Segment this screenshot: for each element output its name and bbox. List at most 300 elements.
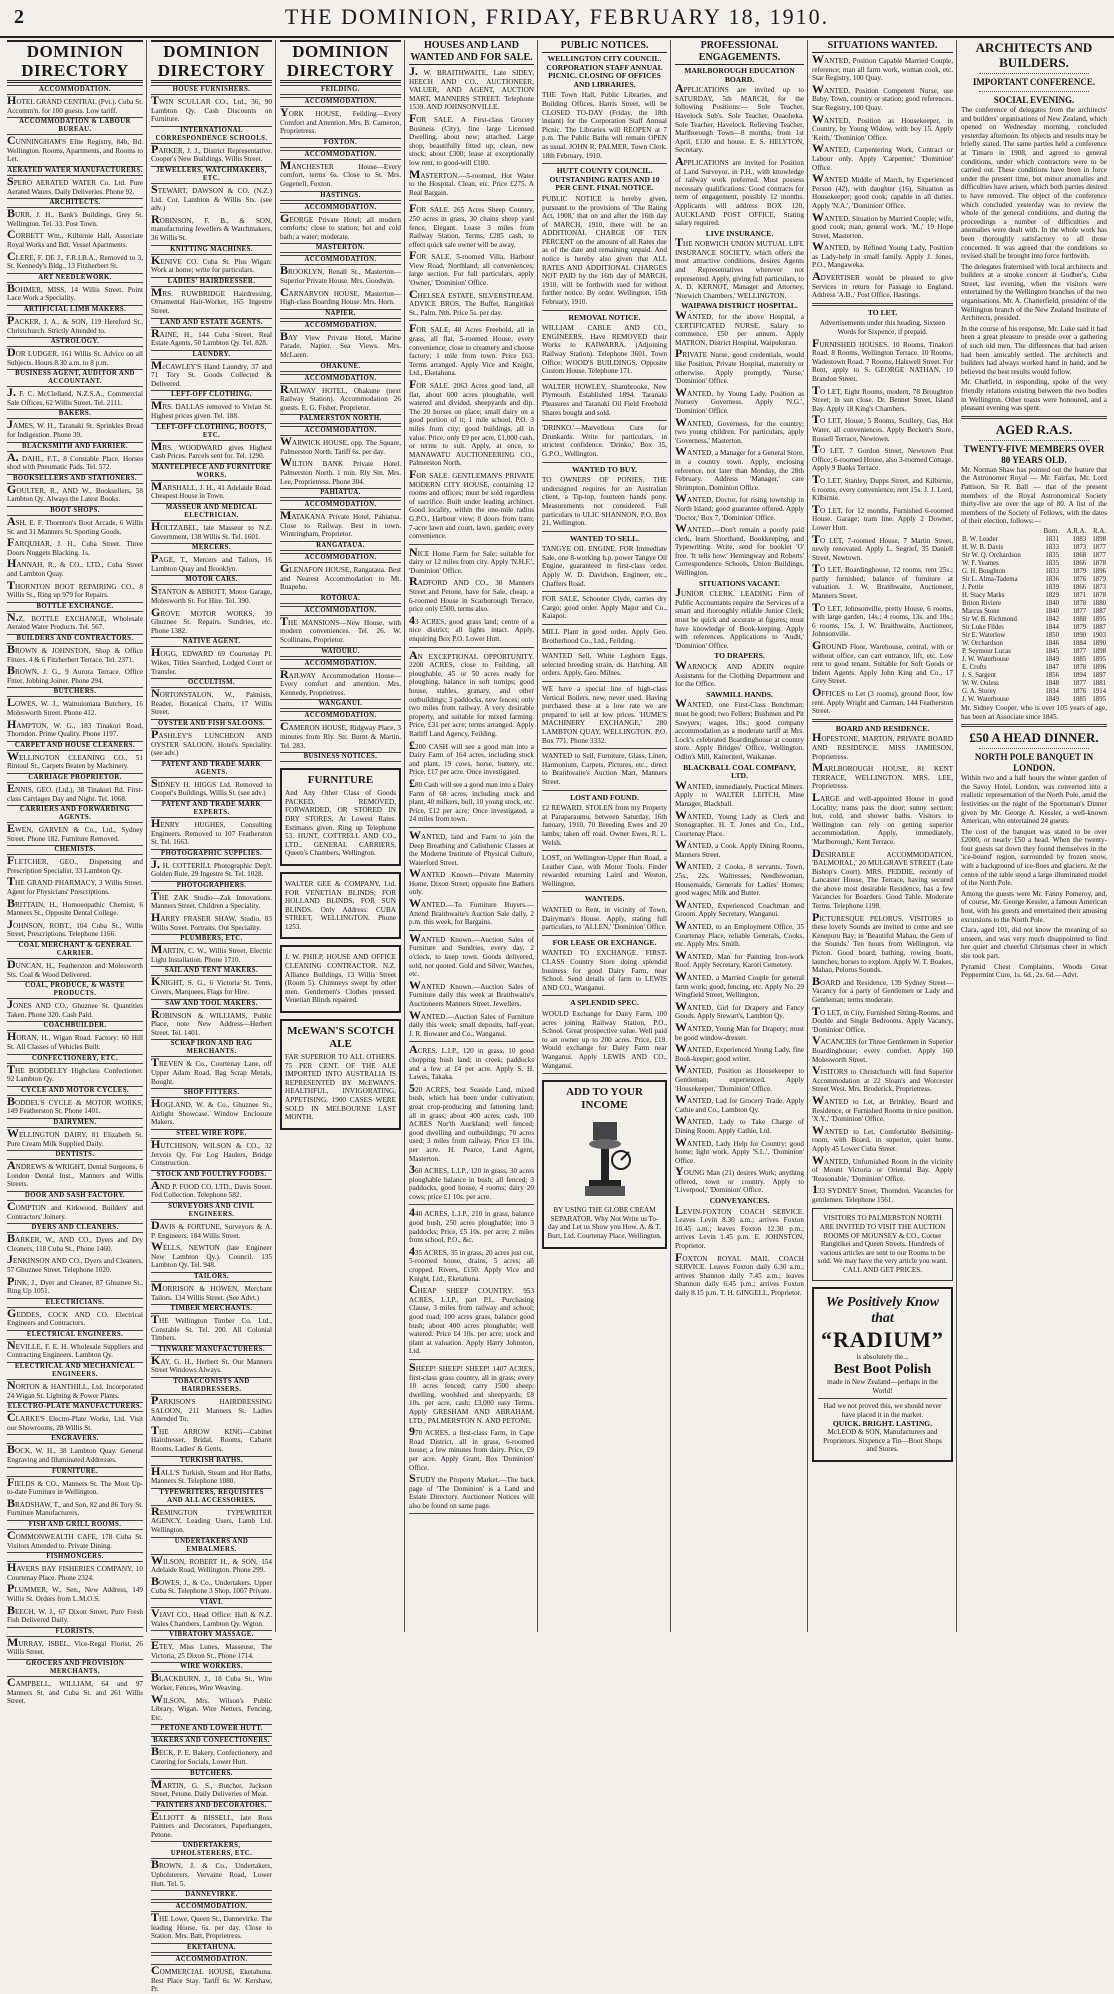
divider [542, 1073, 667, 1074]
divider [542, 790, 667, 791]
directory-section-heading: HASTINGS. [280, 191, 401, 201]
section-heading: TO LET. [867, 307, 898, 317]
article-paragraph: Among the guests were Mr. Fanny Pomeroy, and, of course, Mr. George Kessler, a famous American host, with his guests and entertained their amusing excursions to the North Pole. [961, 889, 1107, 924]
directory-entry: RAILWAY HOTEL, Ohakune (next Railway Station). Accommodation 26 guests. E. G. Fisher, Proprietor. [280, 381, 401, 412]
divider [979, 73, 1089, 74]
directory-entry: CLERE, F. DE J., F.R.I.B.A., Removed to 3, St. Kennedy's Bldg., 13 Fitzherbert St. [7, 248, 143, 271]
directory-entry: BROWN, J. G., 9 Aurora Terrace. Office Fitter, Jobbing Joiner. Phone 294. [7, 663, 143, 685]
directory-section-heading: AERATED WATER MANUFACTURERS. [7, 166, 143, 174]
directory-entry: DOR LUDGER, 161 Willis St. Advice on all Subjects. Hours 8.30 a.m. to 8 p.m. [7, 345, 143, 367]
directory-entry: ASH, E. F. Thornton's Boot Arcade, 6 Willis St. and 31 Manners St. Sporting Goods. [7, 514, 143, 536]
divider [542, 462, 667, 463]
directory-section-heading: BUTCHERS. [151, 1769, 272, 1779]
board-residence-ad: TO LET, in City, Furnished Sitting-Rooms, and Double and Single Bedrooms. Apply Vacancy, 'Dominion' Office. [812, 1003, 953, 1034]
page-number: 2 [14, 6, 24, 28]
directory-entry: WELLINGTON CLEANING CO., 51 Rintoul St., Carpets Beaten by Machinery. [7, 748, 143, 771]
to-let-ad: TO LET, Johnsonville, pretty House, 6 rooms, with large garden, 14s.; 4 rooms, 13s. and 10s.; 6 rooms, 15s. J. W. Braithwaite, Auctioneer, Johnsonville. [812, 599, 953, 639]
to-let-ad: TO LET, Eight Rooms, modern, 78 Broughton Street; in sun close. Dr. Bennet Street, Island Bay. Apply 18 King's Chambers. [812, 382, 953, 413]
classified-ad: NICE Home Farm for Sale; suitable for dairy or 12 miles from city. Apply 'N.H.F.', 'Dominion' Office. [409, 544, 534, 575]
divider [542, 379, 667, 380]
directory-section-heading: PHOTOGRAPHIC SUPPLIES. [151, 849, 272, 859]
classified-ad: WANTED, Experienced Young Lady, fine Book-keeper; good writer. [675, 1041, 804, 1063]
directory-entry: N.Z. BOTTLE EXCHANGE, Wholesale Aerated Water Products. Tel. 567. [7, 609, 143, 632]
table-cell: 1876 [1072, 687, 1087, 695]
directory-section-heading: TYPEWRITERS, REQUISITES AND ALL ACCESSORIES. [151, 1488, 272, 1506]
notice-body: WE have a special line of high-class Vertical Boilers, new, never used. Having purchased these at a low rate we are prepared to sell at low prices. 'HUME'S MACHINERY EXCHANGE,' 280 LAMBTON QUAY, WELLINGTON. P.O. Box 771. Phone 3332. [542, 685, 667, 745]
table-cell: 1881 [1092, 679, 1106, 687]
classified-ad: WANTED, Young Lady as Clerk and Stenographer. H. T. Jones and Co., Ltd., Courtenay Place. [675, 807, 804, 838]
to-let-ad: TO LET, 7 Gordon Street, Newtown Post Office; 6-roomed House, also 3-roomed Cottage. Apply 9 Banks Terrace. [812, 442, 953, 473]
table-cell: 1836 [1045, 575, 1059, 583]
directory-section-heading: ELECTRICAL ENGINEERS. [7, 1330, 143, 1340]
table-cell: 1835 [1045, 559, 1059, 567]
directory-section-heading: MASTERTON. [280, 243, 401, 253]
table-cell: 1878 [1072, 663, 1087, 671]
notice-body: PUBLIC NOTICE is hereby given, pursuant to the provisions of 'The Rating Act, 1908,' that on and after the 16th day of MARCH, 1910, there will be an ADDITIONAL CHARGE OF TEN PERCENT on the amount of all Rates due as of the date and remaining unpaid. And notice is hereby also given that ALL RATES AND ADDITIONAL CHARGES NOT PAID by the 16th day of MARCH, 1910, will be forthwith sued for without further notice. By order. Wellington, 15th February, 1910. [542, 194, 667, 307]
directory-section-heading: OYSTER AND FISH SALOONS. [151, 719, 272, 729]
table-cell: 1878 [1072, 599, 1087, 607]
directory-section-heading: FLORISTS. [7, 1627, 143, 1637]
directory-entry: VIAVI CO., Head Office: Hall & N.Z. Wales Chambers, Lambton Qy. Wgton. [151, 1605, 272, 1628]
table-cell: 1896 [1092, 567, 1106, 575]
column-heading: DOMINION DIRECTORY [7, 40, 143, 83]
classified-ad: WANTED, to an Employment Office, 35 Courtenay Place, reliable Generals, Cooks, etc. Apply Mrs. Smith. [675, 918, 804, 949]
directory-section-heading: BUSINESS NOTICES. [280, 752, 401, 762]
directory-section-heading: HOUSE FURNISHERS. [151, 85, 272, 95]
table-cell: 1894 [1072, 671, 1087, 679]
column-heading: DOMINION DIRECTORY [280, 40, 401, 83]
notice-body: WALTER GEE & COMPANY, Ltd. FOR VENETIAN BLINDS, FOR HOLLAND BLINDS, FOR SUN BLINDS. Only Address: CUBA STREET, WELLINGTON. Phone 1253. [285, 879, 396, 931]
directory-section-heading: ELECTRICIANS. [7, 1298, 143, 1308]
directory-section-heading: VIAVI. [151, 1598, 272, 1608]
notice-body: WALTER HOWLEY, Shambrooke, New Plymouth. Established 1894. Taranaki Pleasures and Taranaki Oil Field Freehold Shares bought and sold. [542, 382, 667, 417]
directory-section-heading: BOTTLE EXCHANGE. [7, 602, 143, 612]
divider [542, 935, 667, 936]
board-residence-ad: WANTED to Let, at Brinkley, Board and Residence, or Furnished Rooms in nice position. 'X.Y.,' 'Dominion' Office. [812, 1092, 953, 1124]
table-cell: 1845 [1045, 647, 1059, 655]
directory-entry: COMMONWEALTH CAFE, 178 Cuba St. Visitors Attended to. Private Dining. [7, 1528, 143, 1550]
notice-title: FOR LEASE OR EXCHANGE. [552, 937, 657, 947]
classified-ad: YOUNG Man (21) desires Work; anything offered, town or country. Apply to 'Liverpool,' 'Dominion' Office. [675, 1164, 804, 1195]
classified-list [675, 67, 804, 1298]
directory-section-heading: LADIES' HAIRDRESSER. [151, 277, 272, 287]
classified-ad: WARNOCK AND ADEIN require Assistants for the Clothing Department and for the Office. [675, 658, 804, 689]
classified-ad: J. W. BRAITHWAITE, Late SIDEY, HEECH AND CO., AUCTIONEER, VALUER, AND AGENT, AUCTION MART, MANNERS STREET. Telephone 1539. AND JOHNSONVILLE. [409, 64, 534, 112]
directory-section-heading: SAIL AND TENT MAKERS. [151, 966, 272, 976]
situation-wanted-ad: WANTED, by Refined Young Lady, Position as Lady-help in small family. Apply J. Jones, P.O., Mangaweka. [812, 239, 953, 270]
classified-ad: WANTED, Young Man for Drapery; must be good window-dresser. [675, 1019, 804, 1042]
directory-section-heading: PAINTERS AND DECORATORS. [151, 1801, 272, 1811]
classified-ad: THE NORWICH UNION MUTUAL LIFE INSURANCE SOCIETY, which offers the most attractive conditions, desires Agents and Representatives wherever not represented. Apply, giving full particulars, to A. D. KERNOT, Manager and Attorney, 'Norwich Chambers,' WELLINGTON. [675, 235, 804, 300]
directory-entry: BROWN, J. & Co., Undertakers, Upholsterers. Vervaine Road, Lower Hutt. Tel. 5. [151, 1857, 272, 1888]
directory-entry: MARSHALL, J. H., 41 Adelaide Road. Cheapest House in Town. [151, 478, 272, 501]
directory-entry: WARWICK HOUSE, opp. The Square, Palmerston North. Tariff 6s. per day. [280, 434, 401, 456]
directory-section-heading: MOTOR CARS. [151, 575, 272, 585]
directory-section-heading: BUSINESS AGENT, AUDITOR AND ACCOUNTANT. [7, 369, 143, 387]
table-cell: 1866 [1072, 583, 1087, 591]
ad-body: BY USING THE GLOBE CREAM SEPARATOR. Why Not Write us To-day and Let us Show you How. A. & T. Burt, Ltd. Courtenay Place, Wellington. [547, 1206, 662, 1240]
directory-entry: CARNARVON HOUSE, Masterton—High-class Boarding House. Mrs. Horn. [280, 284, 401, 307]
directory-section-heading: BUTCHERS. [7, 687, 143, 697]
notice-body: TO OWNERS OF PONIES. THE undersigned requires for an Australian client, a Tip-top, fourteen hands pony. Measurements not considered. Full particulars to ULIC SHANNON, P.O. Box 21, Wellington. [542, 476, 667, 528]
directory-entry: J. F. C. McClelland, N.Z.S.A., Commercial Sale Offices, 62 Willis Street. Tel. 2111. [7, 385, 143, 407]
divider [409, 1359, 534, 1360]
directory-entry: FLETCHER, GEO., Dispensing and Prescription Specialist, 33 Lambton Qy. [7, 853, 143, 875]
directory-section-heading: COAL MERCHANT & GENERAL CARRIER. [7, 941, 143, 959]
divider [542, 591, 667, 592]
classified-ad: WANTED, Lad for Grocery Trade. Apply Cathie and Co., Lambton Qy. [675, 1092, 804, 1114]
classified-ad: FOXTON ROYAL MAIL COACH SERVICE. Leaves Foxton daily 6.30 a.m.; arrives Shannon daily 7.45 a.m.; leaves Shannon daily 6.45 p.m.; arrives Foxton daily 8.15 p.m. T. H. GINGELL, Proprietor. [675, 1249, 804, 1297]
directory-entry: MANCHESTER House—Every comfort, terms 6s. Close to St. Mrs. Gugenell, Foxton. [280, 157, 401, 188]
table-cell: 1878 [1092, 591, 1106, 599]
divider [409, 827, 534, 828]
notice-body: WOULD Exchange for Dairy Farm, 100 acres joining Railway Station, P.O., School. Great prospective value. Well paid to an owner up to 200 acres. Price, £19. Would exchange for Dairy Farm near Wanganui. Apply LEWIS AND CO., Wanganui. [542, 1010, 667, 1070]
directory-list [7, 85, 143, 1706]
table-cell: 1840 [1045, 607, 1059, 615]
directory-entry: PARKISON'S HAIRDRESSING SALOON, 211 Manners St. Ladies Attended To. [151, 1393, 272, 1424]
classified-ad: FOR SALE. 2063 Acres good land, all flat, about 600 acres ploughable, well watered and divided, sheepyards and dip. The 20 horses on place; small dairy on a good portion of it; 1 mile school, P.O. 3 miles from city; good buildings, all in value. Price, only £9 per acre, £1,000 cash, or terms to suit. Apply, at once, to MANAWATU AUCTIONEERING CO., Palmerston North. [409, 377, 534, 468]
board-residence-ad: WANTED to Let, Comfortable Bedsitting-room, with Board, in superior, quiet home. Apply 45 Lower Cuba Street. [812, 1122, 953, 1153]
table-cell: 1850 [1045, 631, 1059, 639]
table-cell: 1895 [1092, 615, 1106, 623]
directory-section-heading: UNDERTAKERS AND EMBALMERS. [151, 1537, 272, 1555]
directory-section-heading: FISH AND GRILL ROOMS. [7, 1520, 143, 1530]
directory-section-heading: ELECTRO-PLATE MANUFACTURERS. [7, 1403, 143, 1411]
directory-entry: MRS. WOODWARD gives Highest Cash Prices. Parcels sent for. Tel. 1290. [151, 438, 272, 461]
notice-title: WANTED TO SELL. [569, 533, 640, 543]
ad-brand: “RADIUM” [821, 1326, 944, 1352]
directory-entry: MRS. DALLAS removed to Vivian St. Highest prices given. Tel. 188. [151, 398, 272, 421]
divider [409, 200, 534, 201]
classified-ad: 360 ACRES, L.I.P., 120 in grass, 30 acres ploughable balance in bush; all fenced; 3 paddocks, good house, 4 rooms; dairy 20 cows; price £1 10s. per acre. [409, 1162, 534, 1201]
directory-section-heading: DENTISTS. [7, 1150, 143, 1160]
situation-wanted-ad: WANTED Middle of March, by Experienced Person (42), with daughter (16), Situation as Housekeeper; good cook; capable in all duties. Apply 'N.A.', 'Dominion' Office. [812, 171, 953, 210]
directory-entry: KENIVE CO. Cuba St. Plus Wigan: Work at home; write for particulars. [151, 252, 272, 275]
directory-entry: BOWES, J., & Co., Undertakers. Upper Cuba St. Telephone 3 Shop, 1007 Private. [151, 1573, 272, 1596]
notice-body: WANTED TO EXCHANGE. FIRST-CLASS Country Store doing splendid business for good Dairy Farm, near School. Send details of farm to LEWIS AND CO., Wanganui. [542, 949, 667, 992]
divider [542, 748, 667, 749]
directory-section-heading: TINWARE MANUFACTURERS. [151, 1345, 272, 1355]
directory-entry: MORRISON & HOWEN, Merchant Tailors. 134 Willis Street. (See Advt.) [151, 1279, 272, 1302]
directory-entry: PAGE, T., Mercers and Tailors, 16 Lambton Quay and Brooklyn. [151, 551, 272, 573]
directory-section-heading: SCRAP IRON AND RAG MERCHANTS. [151, 1039, 272, 1057]
directory-section-heading: OHAKUNE. [280, 362, 401, 372]
table-cell: Briton Riviere [962, 599, 1002, 607]
directory-section-heading: ROTORUA. [280, 594, 401, 604]
directory-entry: PASHLEY'S LUNCHEON AND OYSTER SALOON. Hotel's Speciality. (see adv.) [151, 726, 272, 758]
directory-entry: ANDREWS & WRIGHT, Dental Surgeons, 6 London Dental Inst., Manners and Willis Streets. [7, 1158, 143, 1189]
directory-entry: BLACKBURN, J., 18 Cuba St., Wire Worker, Fences, Wire Weaving. [151, 1670, 272, 1692]
directory-entry: GROVE MOTOR WORKS, 39 Ghuznee St. Repairs. Sundries, etc. Phone 1382. [151, 604, 272, 635]
directory-entry: McCAWLEY'S Hand Laundry, 37 and 71 Tory St. Goods Collected & Delivered. [151, 357, 272, 388]
situation-wanted-ad: WANTED, Position as Housekeeper, in Country, by Young Widow, with boy 15. Apply 'Keith,' 'Dominion' Office. [812, 111, 953, 142]
notice-title: MARLBOROUGH EDUCATION BOARD. [684, 66, 795, 84]
directory-entry: MURRAY, ISBEL, Vice-Regal Florist, 26 Willis Street. [7, 1634, 143, 1657]
board-residence-ad: WANTED, Unfurnished Room in the vicinity of Mount Victoria or Oriental Bay. Apply 'Reasonable,' 'Dominion' Office. [812, 1152, 953, 1183]
article-paragraph: In the course of his response, Mr. Luke said it had been a great pleasure to preside over a gathering of such old men. The differences that had arisen had been amicably settled. The architects and builders had always worked hand in hand, and he believed the best results would follow. [961, 324, 1107, 376]
directory-entry: BROOKLYN, Renall St., Masterton—Superior Private House. Mrs. Goodwin. [280, 263, 401, 285]
table-cell: 1829 [1045, 591, 1059, 599]
directory-section-heading: WANGANUI. [280, 699, 401, 709]
directory-entry: EWEN, GARVEN & Co., Ltd., Sydney Street. Phone 182. Furniture Removed. [7, 821, 143, 843]
classified-ad: RADFORD AND CO., 38 Manners Street and Petone, have for Sale, cheap, a 6-roomed House in Scarborough Terrace, price only £500, terms also. [409, 574, 534, 614]
table-row [961, 688, 1107, 696]
directory-entry: DAVIS & FORTUNE, Surveyors & A. P. Engineers, 184 Willis Street. [151, 1217, 272, 1240]
table-cell: Sir Luke Fildes [962, 623, 1004, 631]
table-cell: 1879 [1072, 623, 1087, 631]
classified-ad: STUDY the Property Market.—The back page of 'The Dominion' is a Land and Estate Directory. Auctioneer Notices will also be found on same page. [409, 1471, 534, 1510]
directory-section-heading: STOCK AND POULTRY FOODS. [151, 1170, 272, 1180]
table-cell: 1914 [1092, 687, 1106, 695]
section-intro: Advertisements under this heading, Sixteen Words for Sixpence, if prepaid. [819, 319, 946, 337]
table-cell: 1866 [1072, 559, 1087, 567]
directory-section-heading: ACCOMMODATION. [280, 606, 401, 616]
notice-body: MILL Plant in good order. Apply Geo. Brotherhood Co., Ltd., Feilding. [542, 628, 667, 645]
notice-list [542, 55, 667, 1249]
table-row [961, 624, 1107, 632]
classified-ad: WANTED, immediately, Practical Miners. Apply to WALTER LEITCH, Mine Manager, Blackball. [675, 777, 804, 808]
classified-ad: APPLICATIONS are invited up to SATURDAY, 5th MARCH, for the following Positions:— Sole Teacher, Havelock Sub's. Sole Teacher, Ouaoheka. Sole Teacher, Havelock. Relieving Teacher, Marlborough Town—8 months, from 1st April, £130 and house. E. S. HELYTON, Secretary. [675, 81, 804, 155]
classified-ad: WANTED, a Married Couple for general farm work; good, fencing, etc. Apply No. 29 Wingfield Street, Wellington. [675, 969, 804, 1000]
column-heading: PUBLIC NOTICES. [542, 40, 667, 53]
table-cell: Sir E. Waterlow [962, 631, 1006, 639]
directory-entry: SIDNEY H. HIGGS Ltd. Removed to Cooper's Buildings, Willis St. (see adv.) [151, 775, 272, 798]
table-row [961, 600, 1107, 608]
table-cell: 1890 [1072, 631, 1087, 639]
directory-entry: LOWES, W. J., Wainuiomata Butchery, 16 Molesworth Street. Phone 412. [7, 695, 143, 717]
classified-ad: FOR SALE. 265 Acres Sheep Country, 250 acres in grass, 30 chains sheep yard fence, Elegant. Lease 3 miles from Railway Station, Terms, £285 cash, to effect quick sale owner will be away. [409, 201, 534, 249]
directory-entry: HAVERS BAY FISHERIES COMPANY, 10 Courtenay Place. Phone 2324. [7, 1560, 143, 1582]
business-notices [280, 768, 401, 1130]
notice-title: A SPLENDID SPEC. [570, 998, 639, 1008]
directory-section-heading: ACCOMMODATION. [7, 85, 143, 95]
directory-section-heading: BAKERS AND CONFECTIONERS. [151, 1736, 272, 1746]
article-subheading: TWENTY-FIVE MEMBERS OVER 80 YEARS OLD. [963, 443, 1105, 465]
ad-headline: Best Boot Polish [833, 1362, 932, 1378]
board-residence-ad: BOARD and Residence, 139 Sydney Street—Vacancy for a party of Gentlemen or Lady and Gentleman; terms moderate. [812, 973, 953, 1004]
directory-entry: BAY View Private Hotel, Marine Parade, Napier. Sea Views. Mrs. McLaren. [280, 328, 401, 359]
directory-entry: HENRY HUGHES, Consulting Engineers. Removed to 107 Featherston St. Tel. 1663. [151, 815, 272, 847]
directory-entry: CAMERON HOUSE, Ridgway Place, 3 minutes from Rly. Str. Burnt & Martin. Tel. 283. [280, 719, 401, 750]
directory-section-heading: ARCHITECTS. [7, 198, 143, 208]
masthead [0, 0, 1114, 38]
directory-entry: THE ARROW KING—Cabinet Hairdresser, Bridal, Rooms, Cabaret Rooms, Ladies' & Gents. [151, 1422, 272, 1454]
classified-ad: APPLICATIONS are invited for Position of Land Surveyor, in P.H., with knowledge of railway work preferred. Must possess necessary qualifications. Good contracts for term of engagement, possibly 12 months. Applicants will address BOX 120, AUCKLAND POST OFFICE, Stating salary required. [675, 153, 804, 228]
to-let-ad: TO LET, House, 5 Rooms, Scullery, Gas, Hot Water, all conveniences. Apply Beckett's Store, Russell Terrace, Newtown. [812, 412, 953, 443]
table-cell: 1877 [1092, 551, 1106, 559]
directory-entry: PARKER, J. J., District Representative. Cooper's New Buildings, Willis Street. [151, 141, 272, 164]
directory-entry: ENNIS, GEO. (Ltd.), 38 Tinakori Rd. First-class Carriages Day and Night. Tel. 1068. [7, 780, 143, 803]
directory-entry: THE Lowe, Queen St., Dannevirke. The leading House, 6s. per day. Close to Station. Mrs. Batt, Proprietress. [151, 1910, 272, 1941]
classified-ad: WANTED, Lady Help for Country; good home; light work. Apply 'S.L.', 'Dominion' Office. [675, 1134, 804, 1165]
directory-entry: THE Wellington Timber Co. Ltd., Constable St. Tel. 200. All Colonial Timbers. [151, 1312, 272, 1343]
business-notice [280, 872, 401, 940]
ad-maker: McLEOD & SON, Manufacturers and Proprietors. Sixpence a Tin—Boot Shops and Stores. [823, 1428, 942, 1454]
directory-section-heading: BOOKSELLERS AND STATIONERS. [7, 474, 143, 484]
directory-entry: THE GRAND PHARMACY, 3 Willis Street. Agent for Physicians' Prescriptions. [7, 874, 143, 897]
directory-section-heading: FURNITURE. [7, 1467, 143, 1477]
divider [818, 1398, 947, 1399]
directory-entry: NORTON & HANTHILL, Ltd. Incorporated 24 Wigan St. Lighting & Power Plants. [7, 1378, 143, 1400]
directory-entry: GLENAFON HOUSE, Rangataua. Best and Nearest Accommodation to Mt. Ruapehu. [280, 561, 401, 592]
directory-section-heading: ENGRAVERS. [7, 1434, 143, 1444]
directory-section-heading: BAKERS. [7, 409, 143, 419]
notice-body: FOR SALE, Schooner Clyde, carries dry Cargo; good order. Apply Major and Co., Kaiapoi. [542, 595, 667, 621]
board-residence-ad: LARGE and well-appointed House in good Locality; trams pass the door; sunny section; hot, cold, and shower baths. Visitors to Wellington can rely on getting superior accommodation. Apply, immediately, 'Marlborough,' Kent Terrace. [812, 789, 953, 846]
table-cell: 1895 [1092, 655, 1106, 663]
directory-entry: CAMPBELL, WILLIAM, 64 and 97 Manners St. and Cuba St. and 261 Willis Street. [7, 1674, 143, 1706]
directory-section-heading: ACCOMMODATION & LABOUR BUREAU. [7, 117, 143, 135]
column-dominion-directory-3 [277, 40, 405, 1632]
directory-section-heading: CHEMISTS. [7, 845, 143, 855]
table-cell: 1833 [1045, 567, 1059, 575]
directory-entry: HOTEL GRAND CENTRAL (Pvt.). Cuba St. Accomm'n. for 100 guests. Low tariff. [7, 93, 143, 115]
directory-entry: FIELDS & CO., Manners St. The Most Up-to-date Furniture in Wellington. [7, 1474, 143, 1497]
article-body [961, 106, 1107, 980]
table-row [961, 592, 1107, 600]
classified-ad: £200 CASH will see a good man into a Dairy Farm of 164 acres, including stock and plant, 19 cows, horse, buttery, etc. Price, £17 per acre. Once investigated. [409, 737, 534, 777]
directory-section-heading: STEEL WIRE ROPE. [151, 1129, 272, 1139]
directory-section-heading: DYERS AND CLEANERS. [7, 1223, 143, 1233]
to-let-ad: TO LET, Stanley, Dupps Street, and Kilbirnie, 6 rooms, every convenience; rent 15s. J. J. Lord, Kilbirnie. [812, 471, 953, 503]
notice-title: WELLINGTON CITY COUNCIL. CORPORATION STAFF ANNUAL PICNIC. CLOSING OF OFFICES AND LIBRARIES. [546, 54, 663, 89]
ad-body: VISITORS TO PALMERSTON NORTH ARE INVITED TO VISIT THE AUCTION ROOMS OF MOUNSEY & CO., Corner Rangitikei and Queen Streets. Hundreds of various articles are sent to our Rooms to be sold. We may have the very article you want. CALL AND GET PRICES. [817, 1214, 948, 1275]
divider [542, 531, 667, 532]
table-cell: Sir W. Q. Orchardson [962, 551, 1021, 559]
table-row [961, 544, 1107, 552]
directory-section-heading: DAIRYMEN. [7, 1118, 143, 1128]
business-notice [280, 945, 401, 1013]
directory-section-heading: CARRIAGE PROPRIETOR. [7, 773, 143, 783]
directory-entry: GEORGE Private Hotel; all modern comforts; close to station; hot and cold bath; a water; moderate. [280, 210, 401, 241]
article-heading: £50 A HEAD DINNER. [969, 730, 1099, 746]
column-header: R.A. [1093, 527, 1106, 535]
classified-ad: 970 ACRES, a first-class Farm, in Cape Road District, all in grass, 6-roomed house; a few minutes from dairy. Price, £9 per acre. Apply Grant, Box 'Dominion' Office. [409, 1424, 534, 1472]
directory-entry: WELLS, NEWTON (late Engineer New Lambton Qy.). Council. 135 Lambton Qy. Tel. 948. [151, 1239, 272, 1270]
directory-entry: THE BODDELEY Highclass Confectioner. 92 Lambton Qy. [7, 1061, 143, 1084]
directory-entry: MARTIN, G. S., Butcher, Jackson Street, Petone. Daily Deliveries of Meat. [151, 1776, 272, 1799]
classified-ad: LEVIN-FOXTON COACH SERVICE. Leaves Levin 8.30 a.m.; arrives Foxton 10.45 a.m.; leaves Foxton 12.30 p.m.; arrives Levin 1.45 p.m. E. JOHNSTON, Proprietor. [675, 1202, 804, 1251]
classified-ad: CHELSEA ESTATE, SILVERSTREAM. ADVICE BROS, The Buffet, Rangitikei St., Palm. Nth. Price 5s. per day. [409, 286, 534, 317]
directory-section-heading: SHOP FITTERS. [151, 1088, 272, 1098]
directory-section-heading: ACCOMMODATION. [280, 150, 401, 160]
directory-entry: THE ZAK Studio—Zak Innovations. Manners Street. Children a Speciality. [151, 888, 272, 911]
divider [542, 995, 667, 996]
notice-title: HUTT COUNTY COUNCIL. OUTSTANDING RATES AND 10 PER CENT. FINAL NOTICE. [549, 166, 660, 193]
directory-entry: HAMPTON, W. G., 183 Tinakori Road, Thorndon. Prime Quality. Phone 1197. [7, 716, 143, 739]
directory-section-heading: ACCOMMODATION. [151, 1955, 272, 1965]
section-heading: BOARD AND RESIDENCE. [835, 723, 930, 733]
directory-entry: COMMERCIAL HOUSE, Eketahuna. Best Place Stay. Tariff 6s. W. Kershaw, Pr. [151, 1963, 272, 1994]
table-cell: Marcus Stone [962, 607, 1000, 615]
classified-ad: WANTED.—Don't remain a poorly paid clerk, learn Shorthand, Bookkeeping, and Typewriting. Write, send for booklet 'O' free. 'It tells how.' Hemingway and Roberts' Correspondence Schools, Union Buildings, Wellington. [675, 521, 804, 578]
directory-section-heading: LEFT-OFF CLOTHING, BOOTS, ETC. [151, 423, 272, 441]
table-cell: Sir W. B. Richmond [962, 615, 1017, 623]
divider [409, 647, 534, 648]
directory-entry: GOULTER, R., AND W., Booksellers, 58 Lambton Qy. Always the Latest Books. [7, 481, 143, 504]
directory-section-heading: TIMBER MERCHANTS. [151, 1304, 272, 1314]
directory-entry: PLUMMER, W., Sen., New Address, 149 Willis St. Orders from L.M.O.S. [7, 1581, 143, 1603]
table-cell: 1888 [1072, 615, 1087, 623]
directory-section-heading: FEILDING. [280, 85, 401, 95]
directory-section-heading: ART NEEDLEWORK. [7, 273, 143, 283]
table-cell: 1877 [1072, 679, 1087, 687]
table-cell: J. Pettie [962, 583, 984, 591]
directory-entry: HOLTZABEL, late Masseur to N.Z. Government, 138 Willis St. Tel. 1601. [151, 519, 272, 541]
directory-entry: BURR, J. H., Bank's Buildings, Grey St. Wellington. Tel. 33. Post Town. [7, 206, 143, 228]
table-row [961, 616, 1107, 624]
classified-ad: 43 ACRES, good grass land; centre of a nice district; all lights intact. Apply, enquiring Box P.O. Lower Hutt. [409, 612, 534, 644]
column-dominion-directory-2 [148, 40, 276, 1994]
directory-section-heading: ACCOMMODATION. [280, 255, 401, 265]
board-residence-ad: PICTURESQUE PELORUS. VISITORS to these lovely Sounds are invited to come and see Kenepuru Bay; in 'Beautiful Mahau, the Gem of the Sounds.' Ten hours from Wellington, via Picton. Good board, bathing, rowing boats, launches, horses to explore. Apply W. T. Boakes, Mahau, Pelorus Sounds. [812, 909, 953, 975]
table-cell: E. Crofts [962, 663, 987, 671]
article-paragraph: The delegates fraternised with local architects and builders at a smoke concert at Godber's, Cuba Street, last evening, when the visitors were entertained by the Wellington branches of the two organisations. Mr. A. Chatterfield, president of the Wellington branch of the New Zealand Institute of Architects, presided. [961, 262, 1107, 323]
divider [542, 891, 667, 892]
table-cell: 1848 [1045, 679, 1059, 687]
classified-ad: WANTED Known—Private Maternity Home, Dixon Street; opposite fine Bathers only. [409, 866, 534, 897]
classified-ad: FOR SALE. GENTLEMAN'S PRIVATE MODERN CITY HOUSE, containing 12 rooms and offices; must be sold regardless of sacrifice. Built under leading architect. Good locality, within the one-mile radius G.P.O., Harbour view; 8 doors from tram; 7-acre lawn and court, lawn, garden; every convenience. [409, 466, 534, 541]
situation-wanted-ad: WANTED, Position Competent Nurse, use Baby, Town, country or station; good references. Star Registry, 100 Quay. [812, 81, 953, 112]
directory-section-heading: PLUMBERS, ETC. [151, 934, 272, 944]
notice-title: WANTEDS. [584, 894, 625, 904]
notice-body: £2 REWARD. STOLEN from my Property at Paraparaumu, between Saturday, 16th January, 1910, 70 Breeding Ewes and 20 lambs; taken off road. Owner Ewes, R. L. Welsh. [542, 804, 667, 847]
table-row [961, 664, 1107, 672]
directory-entry: STEWART, DAWSON & CO. (N.Z.) Ltd. Cor. Lambton & Willis Sts. (see adv.) [151, 181, 272, 213]
directory-entry: JENKINSON AND CO., Dyers and Cleaners, 57 Ghuznee Street. Telephone 1020. [7, 1252, 143, 1274]
divider [542, 163, 667, 164]
directory-section-heading: MASSEUR AND MEDICAL ELECTRICIAN. [151, 503, 272, 521]
table-cell: 1849 [1045, 695, 1059, 703]
table-cell: 1883 [1072, 535, 1087, 543]
directory-section-heading: RANGATAUA. [280, 541, 401, 551]
table-cell: 1878 [1092, 559, 1106, 567]
directory-section-heading: WAIOURU. [280, 647, 401, 657]
classified-ad: FOR SALE. A First-class Grocery Business (City), fine large Licensed Dwelling, about new; attached. Large shop, beautifully fitted up; clean, new stock; about £300; lease at exceptionally low rent, to good-will £180. [409, 110, 534, 167]
directory-entry: MARTIN, C. W., Willis Street. Electric Light Installation. Phone 1710. [151, 942, 272, 964]
directory-entry: BECK, P. E. Bakery, Confectionery, and Catering for Socials, Lower Hutt. [151, 1744, 272, 1766]
table-cell: 1880 [1092, 599, 1106, 607]
directory-section-heading: MANTELPIECE AND FURNITURE WORKS. [152, 463, 271, 479]
article-paragraph: The conference of delegates from the architects' and builders' organisations of New Zealand, which opened on Wednesday morning, concluded yesterday afternoon. Its objects and results may be briefly stated. The same parties held a conference at Timaru in 1908, and agreed to general conditions, under which contractors were to be carried out. These conditions have been in force under the present time, but minor anomalies and difficulties have arisen, which both parties desired to have removed. The object of the conference which concluded yesterday was to review the whole of the general conditions, and during the proceedings a number of difficulties and anomalies were dealt with. In the whole work has been thoroughly satisfactory to all those concerned. It was agreed that the conditions so revised shall be brought into force forthwith. [961, 106, 1107, 261]
table-cell: J. S. Sargent [962, 671, 996, 679]
directory-entry: WILTON BANK Private Hotel. Palmerston North. 1 min. Rly Stn. Mrs. Lee, Proprietress. Phone 304. [280, 455, 401, 486]
directory-section-heading: JEWELLERS, WATCHMAKERS, ETC. [151, 166, 272, 184]
directory-entry: THORNTON BOOT REPAIRING CO., 8 Willis St., Ring up 979 for Repairs. [7, 577, 143, 600]
directory-section-heading: TAILORS. [151, 1272, 272, 1282]
article-paragraph: The cost of the banquet was stated to be over £2000, or nearly £50 a head. When the twenty-four guests sat down they found themselves in the 'ice-bound' region, surrounded by frozen snow, with a background of ice-floes and glaciers. At the centre of the table stood a large illuminated model of the North Pole. [961, 827, 1107, 888]
table-cell: 1896 [1092, 663, 1106, 671]
directory-section-heading: PATENT AND TRADE MARK AGENTS. [151, 760, 272, 778]
article-subheading: SOCIAL EVENING. [993, 95, 1075, 105]
notice-title: SITUATIONS VACANT. [699, 578, 780, 588]
directory-entry: WELLINGTON DAIRY, 81 Elizabeth St. Pure Cream Milk Supplied Daily. [7, 1125, 143, 1148]
classified-ad: WANTED.—Auction Sales of Furniture daily this week; small deposits, half-year, J. R. Bowater and Co., Wanganui. [409, 1007, 534, 1038]
directory-section-heading: ACCOMMODATION. [280, 553, 401, 563]
directory-entry: RAINE, H., 144 Cuba Street. Real Estate Agents, 50 Lambton Qy. Tel. 828. [151, 325, 272, 348]
table-cell: H. Stacy Marks [962, 591, 1005, 599]
mounsey-ad [812, 1208, 953, 1280]
article-paragraph: Mr. Sidney Cooper, who is over 105 years of age, has been an Associate since 1845. [961, 703, 1107, 721]
column-news [958, 40, 1110, 1632]
cream-separator-illustration [575, 1114, 635, 1204]
directory-entry: NEVILLE, F. E. H. Wholesale Suppliers and Contracting Engineers. Lambton Qy. [7, 1337, 143, 1360]
masthead-title: THE DOMINION, FRIDAY, FEBRUARY 18, 1910. [284, 4, 830, 29]
directory-section-heading: ACCOMMODATION. [280, 203, 401, 213]
directory-section-heading: ACCOMMODATION. [280, 711, 401, 721]
ad-lead: We Positively Know that [825, 1294, 940, 1326]
classified-ad: WANTED Known.—Auction Sales of Furniture and Sundries, every day, 2 o'clock, to keep town. Goods delivered, sold, not quoted. Gold and Silver, Watches, etc. [409, 930, 534, 979]
